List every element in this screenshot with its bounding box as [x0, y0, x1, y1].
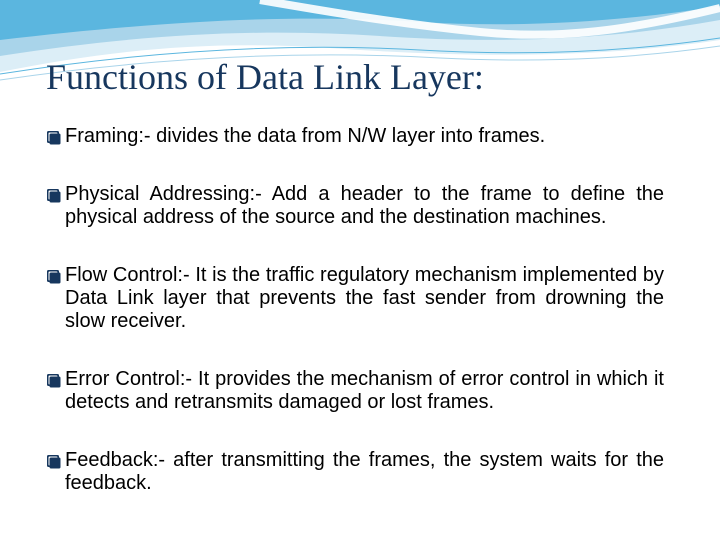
- checkbox-square-icon: [46, 130, 62, 145]
- list-item: [46, 125, 664, 148]
- checkbox-square-icon: [46, 454, 62, 469]
- list-item-text: Framing:- divides the data from N/W layer into frames.: [65, 125, 546, 147]
- list-item: [46, 368, 664, 414]
- page-title: Functions of Data Link Layer:: [46, 57, 484, 97]
- list-item: [46, 449, 664, 495]
- checkbox-square-icon: [46, 373, 62, 388]
- bullet-list: [46, 125, 664, 495]
- checkbox-square-icon: [46, 188, 62, 203]
- list-item-text: Feedback:- after transmitting the frames, the system waits for the feedback.: [65, 449, 664, 494]
- list-item: [46, 183, 664, 229]
- list-item-text: Physical Addressing:- Add a header to the frame to define the physical address of the source and the destination machines.: [65, 183, 664, 228]
- list-item: [46, 264, 664, 333]
- checkbox-square-icon: [46, 269, 62, 284]
- list-item-text: Flow Control:- It is the traffic regulatory mechanism implemented by Data Link layer that prevents the fast sender from drowning the slow receiver.: [65, 264, 664, 332]
- list-item-text: Error Control:- It provides the mechanism of error control in which it detects and retransmits damaged or lost frames.: [65, 368, 664, 413]
